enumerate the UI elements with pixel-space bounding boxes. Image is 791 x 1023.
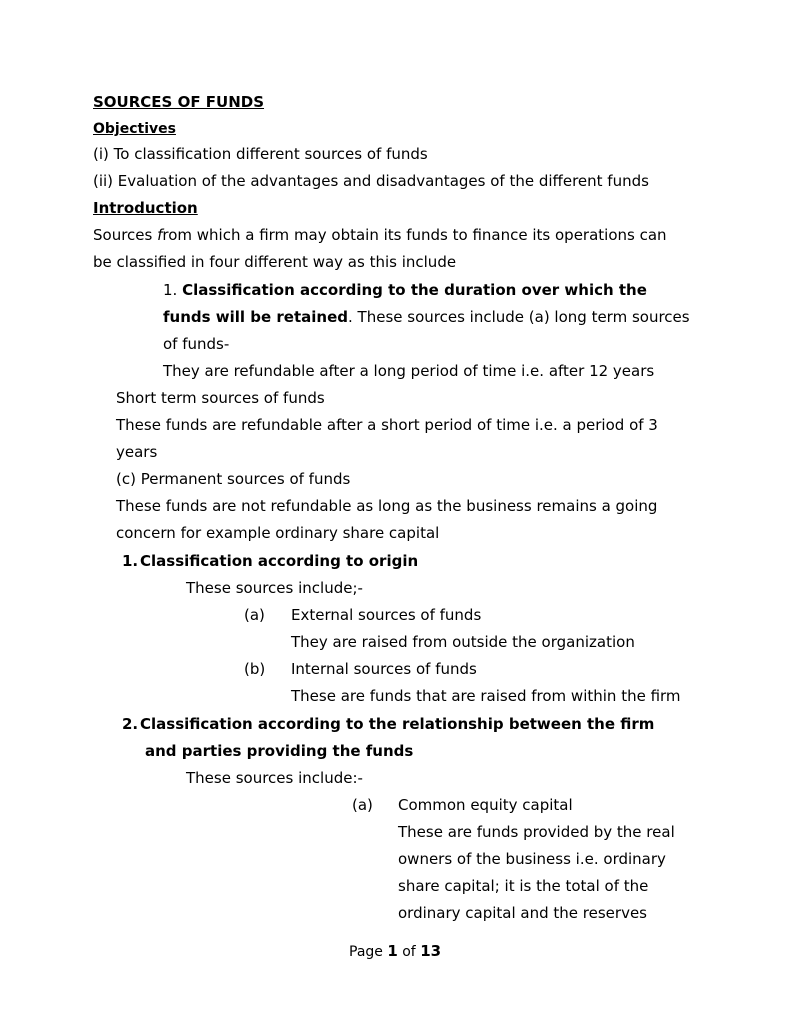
- short-term-text: These funds are refundable after a short period of time i.e. a period of 3: [116, 416, 658, 434]
- intro-text-c: rom which a firm may obtain its funds to finance its operations can: [162, 226, 667, 244]
- objective-1: (i) To classification different sources of funds: [93, 145, 428, 163]
- class1-text-line: They are refundable after a long period of time i.e. after 12 years: [163, 362, 655, 380]
- class1-heading-line-1: [163, 280, 647, 300]
- relationship-a-text: ordinary capital and the reserves: [398, 904, 647, 922]
- class1-heading-line-2: [163, 307, 690, 327]
- class1-heading-bold: funds will be retained: [163, 308, 349, 326]
- short-term-heading: Short term sources of funds: [116, 389, 325, 407]
- page-total: 13: [420, 942, 442, 960]
- relationship-heading: Classification according to the relationship between the firm: [140, 715, 655, 733]
- origin-b-marker: (b): [244, 660, 266, 678]
- class1-text: . These sources include (a) long term sources: [348, 308, 690, 326]
- intro-paragraph-line-2: be classified in four different way as this include: [93, 253, 457, 271]
- page-footer: [349, 941, 441, 962]
- introduction-heading: Introduction: [93, 199, 198, 217]
- relationship-a-label: Common equity capital: [398, 796, 573, 814]
- short-term-text: years: [116, 443, 158, 461]
- origin-heading: Classification according to origin: [140, 552, 419, 570]
- relationship-a-text: owners of the business i.e. ordinary: [398, 850, 666, 868]
- origin-a-marker: (a): [244, 606, 265, 624]
- page-title: SOURCES OF FUNDS: [93, 93, 265, 111]
- relationship-a-text: These are funds provided by the real: [398, 823, 675, 841]
- relationship-a-text: share capital; it is the total of the: [398, 877, 649, 895]
- relationship-intro: These sources include:-: [186, 769, 363, 787]
- objectives-heading: Objectives: [93, 121, 176, 137]
- class1-number: 1.: [163, 281, 183, 299]
- relationship-heading: and parties providing the funds: [145, 742, 414, 760]
- origin-number: 1.: [122, 552, 139, 570]
- objective-2: (ii) Evaluation of the advantages and disadvantages of the different funds: [93, 172, 649, 190]
- class1-text-line: of funds-: [163, 335, 230, 353]
- page-current: 1: [387, 942, 398, 960]
- page-word: Page: [349, 944, 388, 960]
- intro-text-italic: f: [157, 226, 163, 244]
- relationship-number: 2.: [122, 715, 139, 733]
- class1-heading: Classification according to the duration over which the: [182, 281, 647, 299]
- origin-b-label: Internal sources of funds: [291, 660, 477, 678]
- intro-paragraph-line-1: [93, 225, 667, 245]
- permanent-heading: (c) Permanent sources of funds: [116, 470, 351, 488]
- origin-a-label: External sources of funds: [291, 606, 482, 624]
- intro-text-a: Sources: [93, 226, 158, 244]
- origin-intro: These sources include;-: [186, 579, 363, 597]
- permanent-text: concern for example ordinary share capital: [116, 524, 440, 542]
- of-word: of: [397, 944, 421, 960]
- origin-b-text: These are funds that are raised from within the firm: [291, 687, 681, 705]
- origin-a-text: They are raised from outside the organization: [291, 633, 635, 651]
- relationship-a-marker: (a): [352, 796, 373, 814]
- permanent-text: These funds are not refundable as long as the business remains a going: [116, 497, 658, 515]
